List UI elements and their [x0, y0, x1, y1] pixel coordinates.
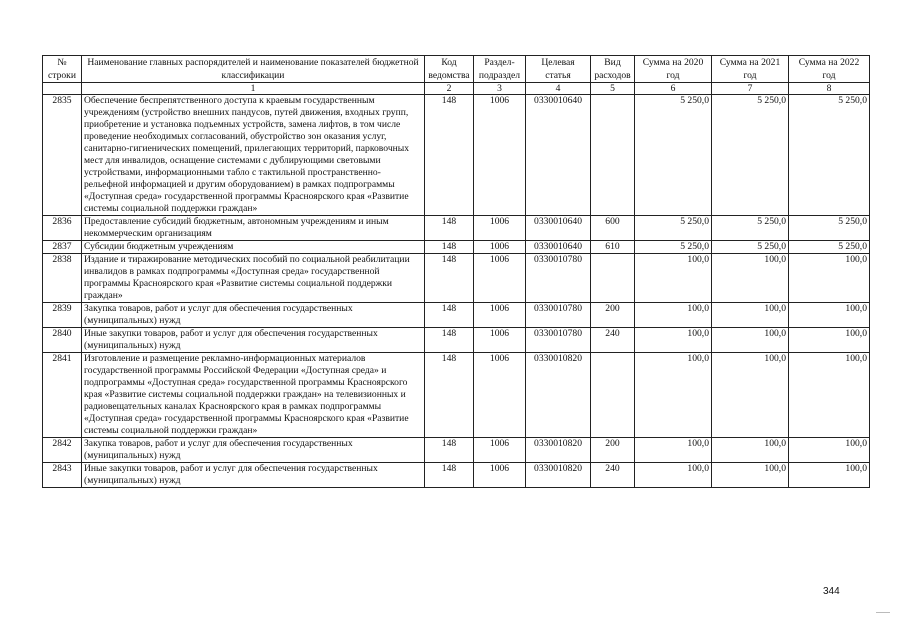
- row-number-cell: 2835: [43, 95, 82, 216]
- sum-2021-cell: 100,0: [712, 303, 789, 328]
- column-number-row: [43, 83, 870, 95]
- expense-type-cell: 600: [591, 216, 635, 241]
- sum-2021-cell: 100,0: [712, 353, 789, 438]
- dept-code-cell: 148: [425, 303, 474, 328]
- row-number-cell: 2839: [43, 303, 82, 328]
- section-cell: 1006: [474, 95, 526, 216]
- sum-2021-cell: 100,0: [712, 328, 789, 353]
- header-section: Раздел-подраздел: [474, 56, 526, 83]
- column-number-blank: [43, 83, 82, 95]
- dept-code-cell: 148: [425, 254, 474, 303]
- table-body: [43, 83, 870, 488]
- header-dept-code: Код ведомства: [425, 56, 474, 83]
- row-name-cell: Изготовление и размещение рекламно-информационных материалов государственной программы Российской Федерации «Доступная среда» и подпрограммы «Доступная среда» государственной программы Красноярского края «Развитие системы социальной поддержки граждан» на телевизионных и радиовещательных каналах Красноярского края в рамках подпрограммы «Доступная среда» государственной программы Красноярского края «Развитие системы социальной поддержки граждан»: [82, 353, 425, 438]
- row-name-cell: Издание и тиражирование методических пособий по социальной реабилитации инвалидов в рамках подпрограммы «Доступная среда» государственной программы Красноярского края «Развитие системы социальной поддержки граждан»: [82, 254, 425, 303]
- sum-2022-cell: 100,0: [789, 303, 870, 328]
- section-cell: 1006: [474, 216, 526, 241]
- target-article-cell: 0330010780: [526, 328, 591, 353]
- table-row: [43, 438, 870, 463]
- row-number-cell: 2840: [43, 328, 82, 353]
- table-row: [43, 216, 870, 241]
- table-row: [43, 463, 870, 488]
- sum-2021-cell: 5 250,0: [712, 241, 789, 254]
- sum-2022-cell: 100,0: [789, 438, 870, 463]
- dept-code-cell: 148: [425, 438, 474, 463]
- target-article-cell: 0330010640: [526, 216, 591, 241]
- sum-2022-cell: 100,0: [789, 254, 870, 303]
- row-number-cell: 2837: [43, 241, 82, 254]
- target-article-cell: 0330010780: [526, 254, 591, 303]
- header-target-article: Целевая статья: [526, 56, 591, 83]
- table-row: [43, 95, 870, 216]
- row-number-cell: 2838: [43, 254, 82, 303]
- sum-2020-cell: 100,0: [635, 254, 712, 303]
- target-article-cell: 0330010640: [526, 241, 591, 254]
- sum-2020-cell: 5 250,0: [635, 95, 712, 216]
- expense-type-cell: 200: [591, 438, 635, 463]
- sum-2021-cell: 5 250,0: [712, 216, 789, 241]
- sum-2021-cell: 100,0: [712, 254, 789, 303]
- target-article-cell: 0330010820: [526, 353, 591, 438]
- row-number-cell: 2836: [43, 216, 82, 241]
- header-name: Наименование главных распорядителей и наименование показателей бюджетной классификации: [82, 56, 425, 83]
- column-number: 6: [635, 83, 712, 95]
- expense-type-cell: [591, 95, 635, 216]
- expense-type-cell: [591, 353, 635, 438]
- dept-code-cell: 148: [425, 95, 474, 216]
- sum-2020-cell: 100,0: [635, 328, 712, 353]
- column-number: 2: [425, 83, 474, 95]
- table-header-row: [43, 56, 870, 83]
- header-sum-2021: Сумма на 2021 год: [712, 56, 789, 83]
- table-row: [43, 328, 870, 353]
- dept-code-cell: 148: [425, 463, 474, 488]
- sum-2022-cell: 5 250,0: [789, 241, 870, 254]
- header-sum-2022: Сумма на 2022 год: [789, 56, 870, 83]
- column-number: 3: [474, 83, 526, 95]
- column-number: 7: [712, 83, 789, 95]
- expense-type-cell: [591, 254, 635, 303]
- target-article-cell: 0330010640: [526, 95, 591, 216]
- row-name-cell: Иные закупки товаров, работ и услуг для обеспечения государственных (муниципальных) нужд: [82, 328, 425, 353]
- scan-edge-mark: [876, 612, 890, 613]
- column-number: 4: [526, 83, 591, 95]
- section-cell: 1006: [474, 463, 526, 488]
- column-number: 8: [789, 83, 870, 95]
- sum-2020-cell: 100,0: [635, 353, 712, 438]
- column-number: 1: [82, 83, 425, 95]
- header-expense-type: Вид расходов: [591, 56, 635, 83]
- section-cell: 1006: [474, 438, 526, 463]
- sum-2020-cell: 100,0: [635, 438, 712, 463]
- sum-2022-cell: 100,0: [789, 328, 870, 353]
- row-name-cell: Обеспечение беспрепятственного доступа к краевым государственным учреждениям (устройство внешних пандусов, путей движения, входных групп, приобретение и установка подъемных устройств, замена лифтов, в том числе проведение необходимых согласований, обустройство зон оказания услуг, санитарно-гигиенических помещений, прилегающих территорий, парковочных мест для инвалидов, оснащение системами с дублирующими световыми устройствами, информационными табло с тактильной пространственно-рельефной информацией и другим оборудованием) в рамках подпрограммы «Доступная среда» государственной программы Красноярского края «Развитие системы социальной поддержки граждан»: [82, 95, 425, 216]
- header-row-number: № строки: [43, 56, 82, 83]
- expense-type-cell: 240: [591, 328, 635, 353]
- expense-type-cell: 610: [591, 241, 635, 254]
- expense-type-cell: 240: [591, 463, 635, 488]
- header-sum-2020: Сумма на 2020 год: [635, 56, 712, 83]
- sum-2020-cell: 100,0: [635, 303, 712, 328]
- row-name-cell: Субсидии бюджетным учреждениям: [82, 241, 425, 254]
- section-cell: 1006: [474, 328, 526, 353]
- row-name-cell: Закупка товаров, работ и услуг для обеспечения государственных (муниципальных) нужд: [82, 438, 425, 463]
- target-article-cell: 0330010780: [526, 303, 591, 328]
- sum-2020-cell: 100,0: [635, 463, 712, 488]
- budget-table: [42, 55, 870, 488]
- table-row: [43, 353, 870, 438]
- dept-code-cell: 148: [425, 241, 474, 254]
- sum-2020-cell: 5 250,0: [635, 241, 712, 254]
- table-row: [43, 303, 870, 328]
- sum-2022-cell: 100,0: [789, 463, 870, 488]
- row-name-cell: Предоставление субсидий бюджетным, автономным учреждениям и иным некоммерческим организациям: [82, 216, 425, 241]
- dept-code-cell: 148: [425, 328, 474, 353]
- page-number: 344: [823, 586, 840, 597]
- sum-2022-cell: 100,0: [789, 353, 870, 438]
- sum-2021-cell: 5 250,0: [712, 95, 789, 216]
- sum-2021-cell: 100,0: [712, 463, 789, 488]
- section-cell: 1006: [474, 353, 526, 438]
- section-cell: 1006: [474, 241, 526, 254]
- dept-code-cell: 148: [425, 216, 474, 241]
- row-name-cell: Закупка товаров, работ и услуг для обеспечения государственных (муниципальных) нужд: [82, 303, 425, 328]
- dept-code-cell: 148: [425, 353, 474, 438]
- column-number: 5: [591, 83, 635, 95]
- sum-2020-cell: 5 250,0: [635, 216, 712, 241]
- row-name-cell: Иные закупки товаров, работ и услуг для обеспечения государственных (муниципальных) нужд: [82, 463, 425, 488]
- section-cell: 1006: [474, 303, 526, 328]
- sum-2021-cell: 100,0: [712, 438, 789, 463]
- sum-2022-cell: 5 250,0: [789, 216, 870, 241]
- expense-type-cell: 200: [591, 303, 635, 328]
- table-row: [43, 254, 870, 303]
- target-article-cell: 0330010820: [526, 438, 591, 463]
- row-number-cell: 2841: [43, 353, 82, 438]
- table-row: [43, 241, 870, 254]
- row-number-cell: 2842: [43, 438, 82, 463]
- sum-2022-cell: 5 250,0: [789, 95, 870, 216]
- target-article-cell: 0330010820: [526, 463, 591, 488]
- row-number-cell: 2843: [43, 463, 82, 488]
- section-cell: 1006: [474, 254, 526, 303]
